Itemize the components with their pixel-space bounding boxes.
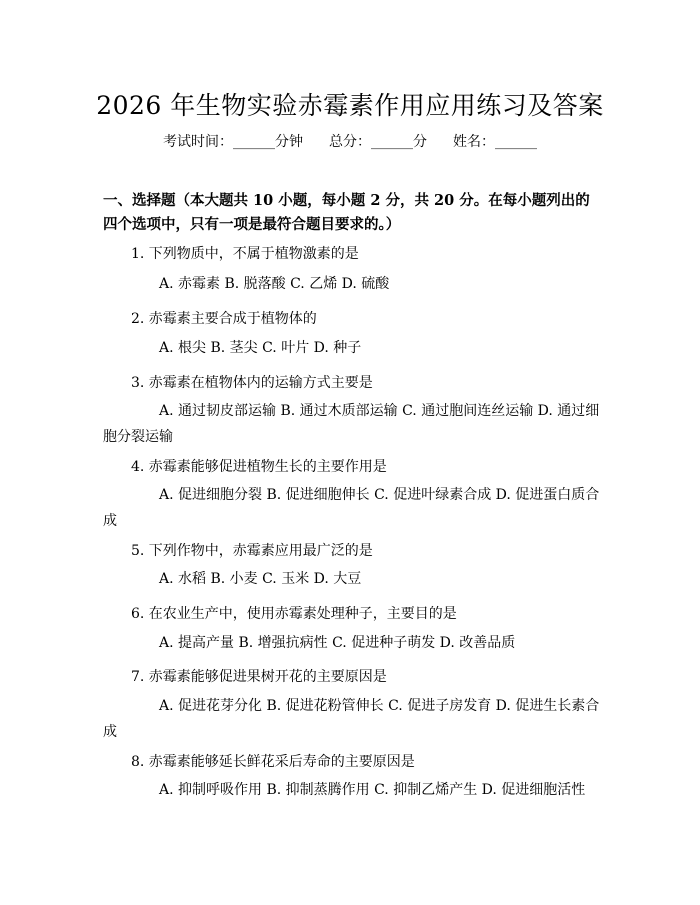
question-options: A. 促进细胞分裂 B. 促进细胞伸长 C. 促进叶绿素合成 D. 促进蛋白质合成 [103,487,600,529]
question-stem: 3. 赤霉素在植物体内的运输方式主要是 [131,375,373,391]
question-stem: 2. 赤霉素主要合成于植物体的 [131,311,317,327]
question-stem: 4. 赤霉素能够促进植物生长的主要作用是 [131,459,387,475]
question-options: A. 赤霉素 B. 脱落酸 C. 乙烯 D. 硫酸 [159,276,390,292]
question-stem: 8. 赤霉素能够延长鲜花采后寿命的主要原因是 [131,754,415,770]
question-options: A. 通过韧皮部运输 B. 通过木质部运输 C. 通过胞间连丝运输 D. 通过细胞分裂运输 [103,403,600,445]
question-options: A. 抑制呼吸作用 B. 抑制蒸腾作用 C. 抑制乙烯产生 D. 促进细胞活性 [159,782,586,798]
question-options: A. 水稻 B. 小麦 C. 玉米 D. 大豆 [159,571,362,587]
name-label: 姓名：______ [453,134,537,150]
question-stem: 5. 下列作物中，赤霉素应用最广泛的是 [131,543,373,559]
total-score-label: 总分：______分 [329,134,427,150]
section-heading: 一、选择题（本大题共 10 小题，每小题 2 分，共 20 分。在每小题列出的四个选项中，只有一项是最符合题目要求的。） [103,192,590,233]
question-stem: 6. 在农业生产中，使用赤霉素处理种子，主要目的是 [131,606,457,622]
page-title: 2026 年生物实验赤霉素作用应用练习及答案 [96,91,604,120]
exam-info-line [0,131,700,151]
exam-time-label: 考试时间：______分钟 [163,134,303,150]
question-options: A. 提高产量 B. 增强抗病性 C. 促进种子萌发 D. 改善品质 [159,635,516,651]
question-stem: 7. 赤霉素能够促进果树开花的主要原因是 [131,669,387,685]
question-options: A. 促进花芽分化 B. 促进花粉管伸长 C. 促进子房发育 D. 促进生长素合成 [103,698,600,740]
question-options: A. 根尖 B. 茎尖 C. 叶片 D. 种子 [159,340,362,356]
question-stem: 1. 下列物质中，不属于植物激素的是 [131,246,359,262]
